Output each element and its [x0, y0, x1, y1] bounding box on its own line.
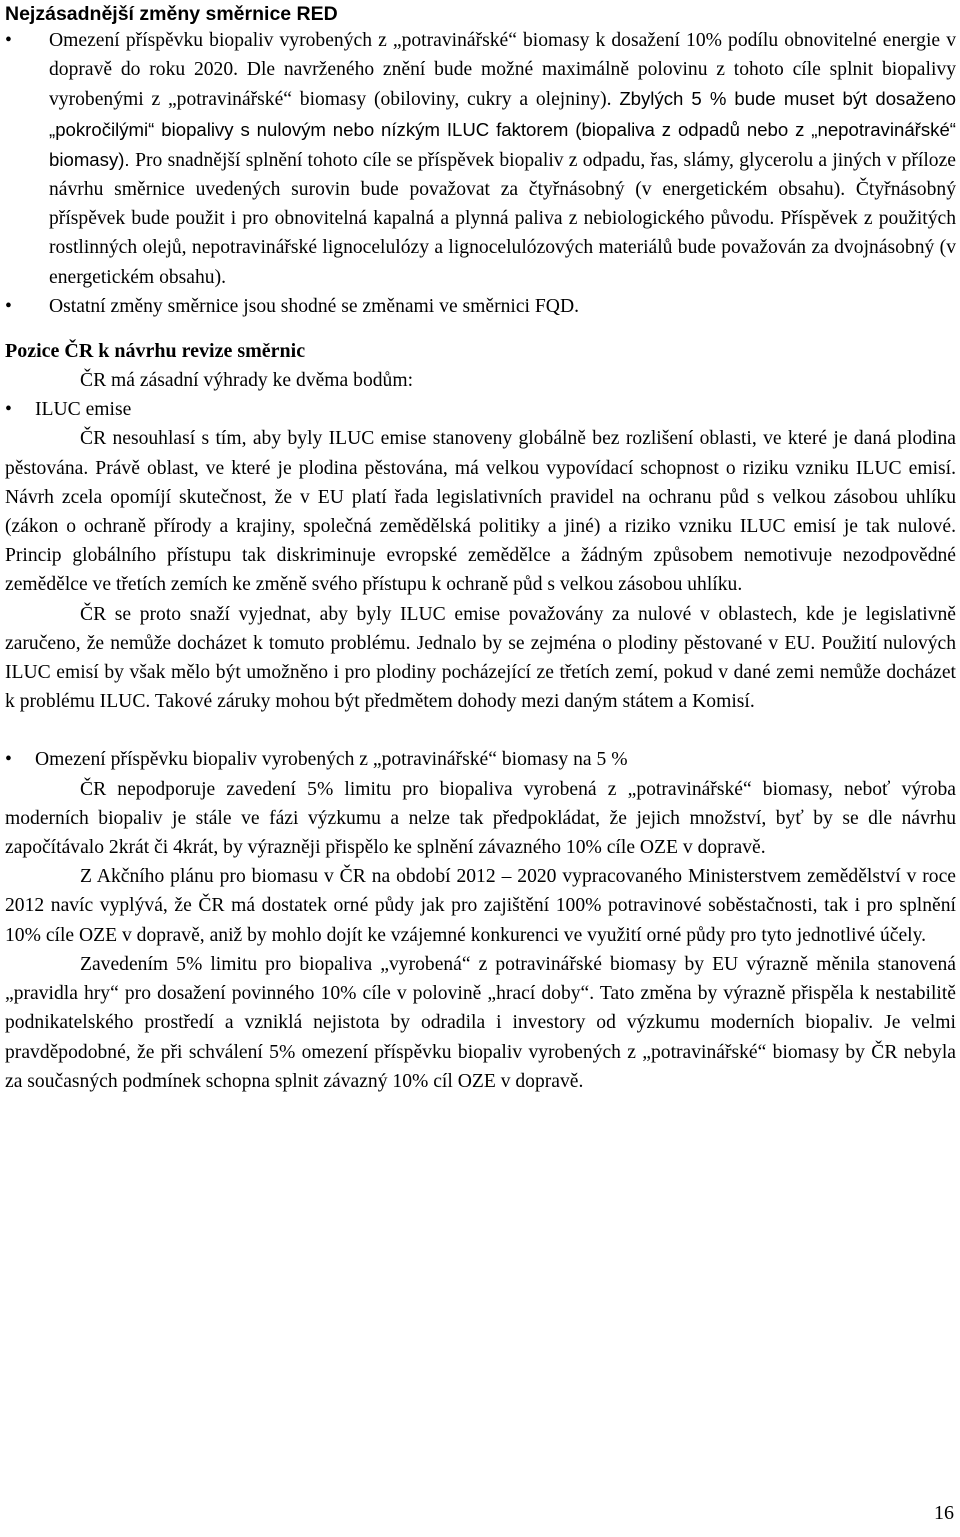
bullet-icon: • — [5, 399, 12, 421]
paragraph-limit-2: Z Akčního plánu pro biomasu v ČR na období 2012 – 2020 vypracovaného Ministerstvem zemědělství v roce 2012 navíc vyplývá, že ČR má dostatek orné půdy jak pro zajištění 100% potravinové soběstačnosti, tak i pro splnění 10% cíle OZE v dopravě, aniž by mohlo dojít ke vzájemné konkurenci ve využití orné půdy pro tyto jednotlivé účely. — [5, 866, 956, 946]
paragraph-iluc-1: ČR nesouhlasí s tím, aby byly ILUC emise stanoveny globálně bez rozlišení oblasti, ve které je daná plodina pěstována. Právě oblast, ve které je plodina pěstována, má velkou vypovídací schopnost o riziku vzniku ILUC emisí. Návrh zcela opomíjí skutečnost, že v EU platí řada legislativních pravidel na ochranu půd s velkou zásobou uhlíku (zákon o ochraně přírody a krajiny, společná zemědělská politiky a jiné) a riziko vzniku ILUC emisí je tak nulové. Princip globálního přístupu tak diskriminuje evropské zemědělce a žádným způsobem nemotivuje nezodpovědné zemědělce ve třetích zemích ke změně svého přístupu k ochraně půd s velkou zásobou uhlíku. — [5, 428, 956, 596]
list-item-limit — [5, 745, 956, 774]
bullet-icon: • — [5, 749, 12, 771]
spacer — [5, 321, 956, 337]
list-item-iluc — [5, 395, 956, 424]
bullet-text-part1: Omezení příspěvku biopaliv vyrobených z „potravinářské“ biomasy k dosažení 10% podílu obnovitelné energie v dopravě do roku 2020. Dle navrženého znění bude možné maximálně polovinu z tohoto cíle splnit biopalivy vyrobenými z „potravinářské“ biomasy (obiloviny, cukry a olejniny). — [49, 30, 956, 111]
section-heading-red-changes: Nejzásadnější změny směrnice RED — [5, 3, 338, 25]
paragraph-limit-3: Zavedením 5% limitu pro biopaliva „vyrobená“ z potravinářské biomasy by EU výrazně měnila stanovená „pravidla hry“ pro dosažení povinného 10% cíle v polovině „hrací doby“. Tato změna by výrazně přispěla k nestabilitě podnikatelského prostředí a vzniklá nejistota by odradila i investory od výzkumu moderních biopaliv. Je velmi pravděpodobné, že při schválení 5% omezení příspěvku biopaliv vyrobených z „potravinářské“ biomasy by ČR nebyla za současných podmínek schopna splnit závazný 10% cíl OZE v dopravě. — [5, 953, 956, 1092]
paragraph-limit-1: ČR nepodporuje zavedení 5% limitu pro biopaliva vyrobená z „potravinářské“ biomasy, neboť výroba moderních biopaliv je stále ve fázi výzkumu a nelze tak předpokládat, že jejich množství, byť by se dle návrhu započítávalo 2krát či 4krát, by výrazněji přispělo ke splnění závazného 10% cíle OZE v dopravě. — [5, 778, 956, 859]
list-item-biofuel-limit — [5, 26, 956, 292]
bullet-icon: • — [5, 295, 12, 317]
red-changes-list — [5, 26, 956, 321]
list-item-other-changes — [5, 292, 956, 321]
paragraph-iluc-2: ČR se proto snaží vyjednat, aby byly ILUC emise považovány za nulové v oblastech, kde je legislativně zaručeno, že nemůže docházet k tomuto problému. Jednalo by se zejména o plodiny pěstované v EU. Použití nulových ILUC emisí by však mělo být umožněno i pro plodiny pocházející ze třetích zemí, pokud v dané zemi nemůže docházet k problému ILUC. Takové záruky mohou být předmětem dohody mezi daným státem a Komisí. — [5, 603, 956, 713]
document-page — [5, 0, 956, 1096]
bullet-text-part2: Zbylých 5 % bude muset být dosaženo „pokročilými“ biopalivy s nulovým nebo nízkým ILUC faktorem (biopaliva z odpadů nebo z „nepotravinářské“ biomasy). — [49, 88, 957, 170]
section-heading-cr-position: Pozice ČR k návrhu revize směrnic — [5, 340, 306, 363]
bullet-text: Omezení příspěvku biopaliv vyrobených z „potravinářské“ biomasy na 5 % — [35, 749, 628, 771]
bullet-icon: • — [5, 30, 12, 51]
bullet-text: Ostatní změny směrnice jsou shodné se změnami ve směrnici FQD. — [49, 295, 579, 317]
bullet-text-part3: Pro snadnější splnění tohoto cíle se příspěvek biopaliv z odpadu, řas, slámy, glycerolu a jiných v příloze návrhu směrnice uvedených surovin bude považovat za čtyřnásobný (v energetickém obsahu). Čtyřnásobný příspěvek bude použit i pro obnovitelná kapalná a plynná paliva z nebiologického původu. Příspěvek z použitých rostlinných olejů, nepotravinářské lignocelulózy a lignocelulózových materiálů bude považován za dvojnásobný (v energetickém obsahu). — [49, 149, 957, 288]
intro-paragraph: ČR má zásadní výhrady ke dvěma bodům: — [80, 370, 414, 392]
bullet-text: ILUC emise — [35, 399, 132, 421]
page-number: 16 — [934, 1502, 954, 1524]
spacer — [5, 716, 956, 745]
